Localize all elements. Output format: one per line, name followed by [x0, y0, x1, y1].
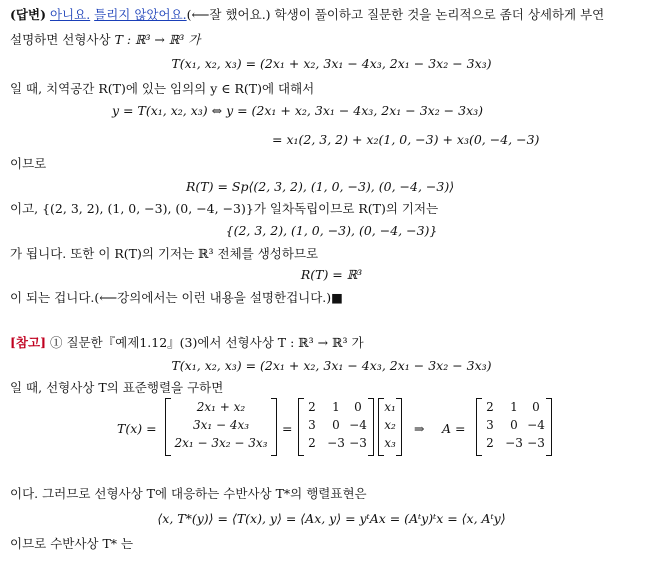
map-definition: T : ℝ³ → ℝ³ 가	[114, 32, 201, 47]
a-32: −3	[505, 436, 523, 450]
answer-label: (답변)	[10, 7, 46, 22]
m-23: −4	[349, 418, 367, 432]
m-13: 0	[354, 400, 362, 414]
implies-arrow: ⇒	[414, 421, 425, 436]
basis-generates-line: 가 됩니다. 또한 이 R(T)의 기저는 ℝ³ 전체를 생성하므로	[10, 246, 319, 261]
column-vector-Tx	[165, 398, 277, 456]
adjoint-intro-line: 이다. 그러므로 선형사상 T에 대응하는 수반사상 T*의 행렬표현은	[10, 486, 367, 501]
note-question-text: ① 질문한『예제1.12』(3)에서 선형사상 T : ℝ³ → ℝ³ 가	[49, 335, 364, 350]
right-bracket	[396, 398, 402, 456]
standard-matrix-line: 일 때, 선형사상 T의 표준행렬을 구하면	[10, 380, 224, 395]
adjoint-conclusion-line: 이므로 수반사상 T* 는	[10, 536, 134, 551]
a-33: −3	[527, 436, 545, 450]
a-23: −4	[527, 418, 545, 432]
col-entry-2: 3x₁ − 4x₃	[192, 418, 250, 432]
equation-range-R3: R(T) = ℝ³	[300, 267, 363, 282]
col-entry-1: 2x₁ + x₂	[196, 400, 246, 414]
x-entry-2: x₂	[384, 418, 396, 432]
standard-matrix-A	[476, 398, 552, 456]
note-label: [참고]	[10, 335, 46, 350]
well-done-note: (⟵잘 했어요.)	[186, 7, 271, 22]
equation-linear-combination: = x₁(2, 3, 2) + x₂(1, 0, −3) + x₃(0, −4, −3)	[272, 132, 540, 147]
therefore-text: 이므로	[10, 156, 47, 171]
intro-text-2: 설명하면 선형사상	[10, 32, 111, 47]
a-21: 3	[486, 418, 494, 432]
a-22: 0	[510, 418, 518, 432]
equation-basis: {(2, 3, 2), (1, 0, −3), (0, −4, −3)}	[225, 223, 438, 238]
right-bracket	[368, 398, 374, 456]
x-entry-3: x₃	[384, 436, 396, 450]
not-wrong-link[interactable]: 틀리지 않았어요.	[94, 7, 187, 22]
coefficient-matrix	[298, 398, 374, 456]
no-link[interactable]: 아니요.	[49, 7, 91, 22]
equals-sign: =	[282, 421, 293, 436]
equation-T-definition: T(x₁, x₂, x₃) = (2x₁ + x₂, 3x₁ − 4x₃, 2x₁ − 3x₂ − 3x₃)	[171, 56, 492, 71]
right-bracket	[271, 398, 277, 456]
m-11: 2	[308, 400, 316, 414]
answer-intro-line-2	[10, 31, 200, 49]
a-11: 2	[486, 400, 494, 414]
x-entry-1: x₁	[384, 400, 396, 414]
m-12: 1	[332, 400, 340, 414]
x-vector	[378, 398, 402, 456]
col-entry-3: 2x₁ − 3x₂ − 3x₃	[174, 436, 268, 450]
right-bracket	[546, 398, 552, 456]
range-space-line: 일 때, 치역공간 R(T)에 있는 임의의 y ∈ R(T)에 대해서	[10, 81, 315, 96]
m-22: 0	[332, 418, 340, 432]
linear-independence-line: 이고, {(2, 3, 2), (1, 0, −3), (0, −4, −3)}가 일차독립이므로 R(T)의 기저는	[10, 201, 439, 216]
answer-intro-line	[10, 6, 604, 24]
a-13: 0	[532, 400, 540, 414]
intro-text: 학생이 풀이하고 질문한 것을 논리적으로 좀더 상세하게 부연	[274, 7, 605, 22]
equation-adjoint: ⟨x, T*(y)⟩ = ⟨T(x), y⟩ = ⟨Ax, y⟩ = yᵗAx = (Aᵗy)ᵗx = ⟨x, Aᵗy⟩	[157, 511, 506, 526]
Tx-label: T(x) =	[117, 421, 157, 436]
conclusion-line: 이 되는 겁니다.(⟵강의에서는 이런 내용을 설명한겁니다.)■	[10, 290, 343, 305]
m-21: 3	[308, 418, 316, 432]
equation-y-equivalence: y = T(x₁, x₂, x₃) ⇔ y = (2x₁ + x₂, 3x₁ − 4x₃, 2x₁ − 3x₂ − 3x₃)	[112, 103, 484, 118]
a-12: 1	[510, 400, 518, 414]
m-32: −3	[327, 436, 345, 450]
equation-span: R(T) = Sp⟨(2, 3, 2), (1, 0, −3), (0, −4, −3)⟩	[186, 179, 455, 194]
m-33: −3	[349, 436, 367, 450]
a-31: 2	[486, 436, 494, 450]
A-label: A =	[442, 421, 466, 436]
m-31: 2	[308, 436, 316, 450]
note-equation-T-definition: T(x₁, x₂, x₃) = (2x₁ + x₂, 3x₁ − 4x₃, 2x₁ − 3x₂ − 3x₃)	[171, 358, 492, 373]
note-intro-line	[10, 334, 364, 352]
